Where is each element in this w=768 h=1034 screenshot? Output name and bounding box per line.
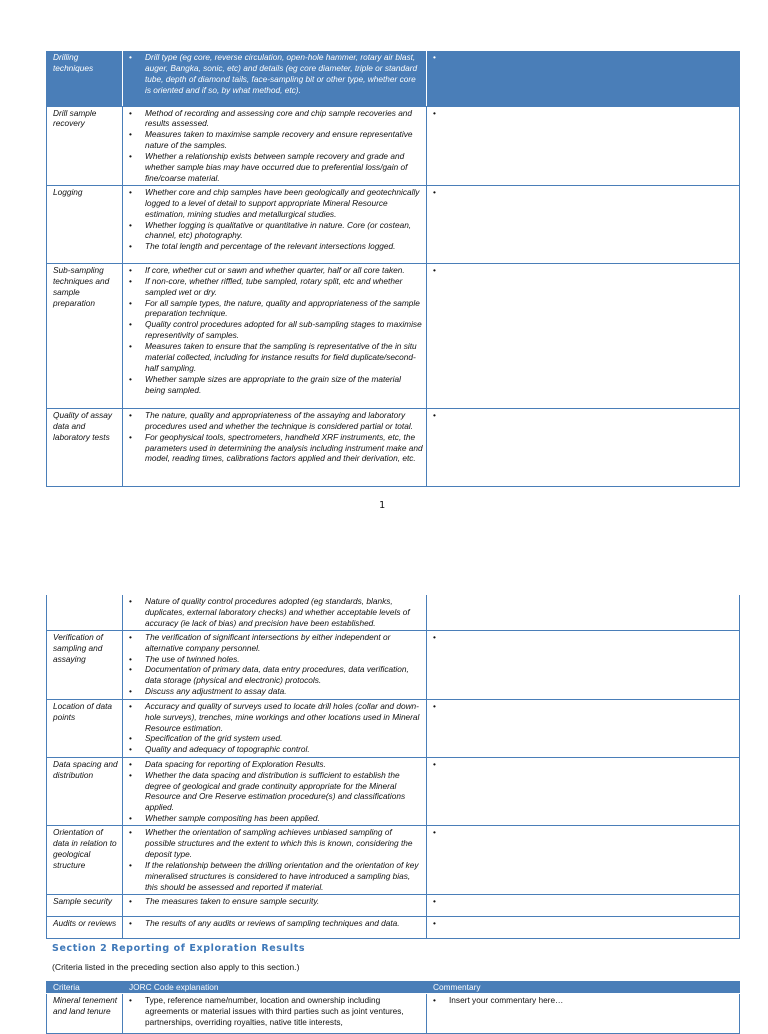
list-item: • Method of recording and assessing core and chip sample recoveries and results assessed. bbox=[129, 108, 423, 130]
commentary-cell[interactable] bbox=[427, 51, 740, 106]
list-item: • Nature of quality control procedures adopted (eg standards, blanks, duplicates, external laboratory checks) and whether acceptable levels of accuracy (ie lack of bias) and precision have been established. bbox=[129, 596, 423, 629]
list-item: • Data spacing for reporting of Exploration Results. bbox=[129, 759, 423, 770]
explanation-list bbox=[129, 918, 423, 929]
explanation-list bbox=[129, 187, 423, 252]
page-number: 1 bbox=[379, 500, 386, 511]
commentary-cell[interactable] bbox=[427, 826, 740, 894]
table-header-row bbox=[47, 981, 740, 993]
jorc-table-part2 bbox=[46, 595, 740, 939]
list-item: • Whether sample sizes are appropriate to the grain size of the material being sampled. bbox=[129, 374, 423, 396]
list-item: • For geophysical tools, spectrometers, handheld XRF instruments, etc, the parameters used in determining the analysis including instrument make and model, reading times, calibrations factors applied and their derivation, etc. bbox=[129, 432, 423, 465]
explanation-cell bbox=[123, 185, 427, 263]
table-row bbox=[47, 916, 740, 938]
section-note: (Criteria listed in the preceding section also apply to this section.) bbox=[52, 962, 300, 972]
table-row bbox=[47, 894, 740, 916]
list-item: • Whether a relationship exists between sample recovery and grade and whether sample bias may have occurred due to preferential loss/gain of fine/coarse material. bbox=[129, 151, 423, 184]
table-row bbox=[47, 51, 740, 106]
criteria-cell: Orientation of data in relation to geological structure bbox=[47, 826, 123, 894]
jorc-table-part1 bbox=[46, 51, 740, 487]
list-item: • The results of any audits or reviews of sampling techniques and data. bbox=[129, 918, 423, 929]
explanation-cell bbox=[123, 630, 427, 699]
criteria-cell: Mineral tenement and land tenure bbox=[47, 993, 123, 1033]
explanation-list bbox=[129, 995, 423, 1028]
criteria-cell bbox=[47, 595, 123, 630]
list-item: • The nature, quality and appropriateness of the assaying and laboratory procedures used and whether the technique is considered partial or total. bbox=[129, 410, 423, 432]
explanation-cell bbox=[123, 993, 427, 1033]
explanation-list bbox=[129, 827, 423, 892]
commentary-header: Commentary bbox=[427, 981, 740, 993]
list-item: • Whether the data spacing and distribution is sufficient to establish the degree of geological and grade continuity appropriate for the Mineral Resource and Ore Reserve estimation procedure(s) and classifications applied. bbox=[129, 770, 423, 814]
explanation-list bbox=[129, 701, 423, 756]
list-item: • If non-core, whether riffled, tube sampled, rotary split, etc and whether sampled wet or dry. bbox=[129, 276, 423, 298]
explanation-header: JORC Code explanation bbox=[123, 981, 427, 993]
jorc-table-section2 bbox=[46, 981, 740, 1034]
commentary-cell[interactable] bbox=[427, 595, 740, 630]
table-row bbox=[47, 408, 740, 486]
explanation-cell bbox=[123, 916, 427, 938]
list-item: • Measures taken to maximise sample recovery and ensure representative nature of the samples. bbox=[129, 129, 423, 151]
table-row bbox=[47, 263, 740, 408]
commentary-cell[interactable] bbox=[427, 699, 740, 757]
criteria-header: Criteria bbox=[47, 981, 123, 993]
list-item: • For all sample types, the nature, quality and appropriateness of the sample preparation technique. bbox=[129, 298, 423, 320]
explanation-cell bbox=[123, 106, 427, 185]
list-item: • Accuracy and quality of surveys used to locate drill holes (collar and down-hole surveys), trenches, mine workings and other locations used in Mineral Resource estimation. bbox=[129, 701, 423, 734]
list-item: • The total length and percentage of the relevant intersections logged. bbox=[129, 241, 423, 252]
list-item: • Type, reference name/number, location and ownership including agreements or material issues with third parties such as joint ventures, partnerships, overriding royalties, native title interests, bbox=[129, 995, 423, 1028]
explanation-list bbox=[129, 108, 423, 184]
criteria-cell: Quality of assay data and laboratory tests bbox=[47, 408, 123, 486]
explanation-list bbox=[129, 596, 423, 629]
explanation-list bbox=[129, 410, 423, 465]
commentary-cell[interactable] bbox=[427, 630, 740, 699]
explanation-cell bbox=[123, 595, 427, 630]
table-header bbox=[47, 981, 740, 993]
commentary-cell[interactable] bbox=[427, 263, 740, 408]
explanation-list bbox=[129, 52, 423, 96]
commentary-cell[interactable] bbox=[427, 894, 740, 916]
jorc-table-body bbox=[47, 51, 740, 486]
list-item: • Specification of the grid system used. bbox=[129, 733, 423, 744]
list-item: • Measures taken to ensure that the sampling is representative of the in situ material collected, including for instance results for field duplicate/second-half sampling. bbox=[129, 341, 423, 374]
explanation-cell bbox=[123, 263, 427, 408]
list-item: • Quality control procedures adopted for all sub-sampling stages to maximise representivity of samples. bbox=[129, 319, 423, 341]
criteria-cell: Sub-sampling techniques and sample preparation bbox=[47, 263, 123, 408]
criteria-cell: Data spacing and distribution bbox=[47, 757, 123, 825]
list-item: • Whether logging is qualitative or quantitative in nature. Core (or costean, channel, etc) photography. bbox=[129, 220, 423, 242]
table-row bbox=[47, 993, 740, 1033]
explanation-list bbox=[129, 265, 423, 396]
explanation-cell bbox=[123, 826, 427, 894]
explanation-cell bbox=[123, 51, 427, 106]
list-item: • Discuss any adjustment to assay data. bbox=[129, 686, 423, 697]
commentary-cell[interactable] bbox=[427, 916, 740, 938]
explanation-cell bbox=[123, 894, 427, 916]
jorc-table-body bbox=[47, 595, 740, 938]
list-item: • Drill type (eg core, reverse circulation, open-hole hammer, rotary air blast, auger, Bangka, sonic, etc) and details (eg core diameter, triple or standard tube, depth of diamond tails, face-sampling bit or other type, whether core is oriented and if so, by what method, etc). bbox=[129, 52, 423, 96]
table-row bbox=[47, 826, 740, 894]
commentary-cell[interactable] bbox=[427, 106, 740, 185]
criteria-cell: Drilling techniques bbox=[47, 51, 123, 106]
list-item: • The verification of significant intersections by either independent or alternative company personnel. bbox=[129, 632, 423, 654]
commentary-cell[interactable] bbox=[427, 993, 740, 1033]
criteria-cell: Verification of sampling and assaying bbox=[47, 630, 123, 699]
criteria-cell: Location of data points bbox=[47, 699, 123, 757]
commentary-input[interactable]: • Insert your commentary here… bbox=[433, 995, 736, 1006]
explanation-cell bbox=[123, 757, 427, 825]
table-row bbox=[47, 699, 740, 757]
jorc-table-body bbox=[47, 993, 740, 1033]
criteria-cell: Sample security bbox=[47, 894, 123, 916]
criteria-cell: Drill sample recovery bbox=[47, 106, 123, 185]
list-item: • The use of twinned holes. bbox=[129, 654, 423, 665]
commentary-cell[interactable] bbox=[427, 185, 740, 263]
explanation-list bbox=[129, 759, 423, 824]
list-item: • Whether the orientation of sampling achieves unbiased sampling of possible structures and the extent to which this is known, considering the deposit type. bbox=[129, 827, 423, 860]
list-item: • If the relationship between the drilling orientation and the orientation of key mineralised structures is considered to have introduced a sampling bias, this should be assessed and reported if material. bbox=[129, 860, 423, 893]
explanation-list bbox=[129, 632, 423, 697]
list-item: • Whether core and chip samples have been geologically and geotechnically logged to a level of detail to support appropriate Mineral Resource estimation, mining studies and metallurgical studies. bbox=[129, 187, 423, 220]
commentary-cell[interactable] bbox=[427, 408, 740, 486]
explanation-cell bbox=[123, 408, 427, 486]
commentary-list bbox=[433, 995, 736, 1006]
table-row bbox=[47, 757, 740, 825]
list-item: • The measures taken to ensure sample security. bbox=[129, 896, 423, 907]
list-item: • If core, whether cut or sawn and whether quarter, half or all core taken. bbox=[129, 265, 423, 276]
list-item: • Documentation of primary data, data entry procedures, data verification, data storage (physical and electronic) protocols. bbox=[129, 664, 423, 686]
table-row bbox=[47, 185, 740, 263]
table-row bbox=[47, 630, 740, 699]
section-title: Section 2 Reporting of Exploration Results bbox=[52, 943, 306, 954]
explanation-list bbox=[129, 896, 423, 907]
criteria-cell: Logging bbox=[47, 185, 123, 263]
list-item: • Quality and adequacy of topographic control. bbox=[129, 744, 423, 755]
criteria-cell: Audits or reviews bbox=[47, 916, 123, 938]
commentary-cell[interactable] bbox=[427, 757, 740, 825]
table-row bbox=[47, 106, 740, 185]
table-row bbox=[47, 595, 740, 630]
explanation-cell bbox=[123, 699, 427, 757]
list-item: • Whether sample compositing has been applied. bbox=[129, 813, 423, 824]
